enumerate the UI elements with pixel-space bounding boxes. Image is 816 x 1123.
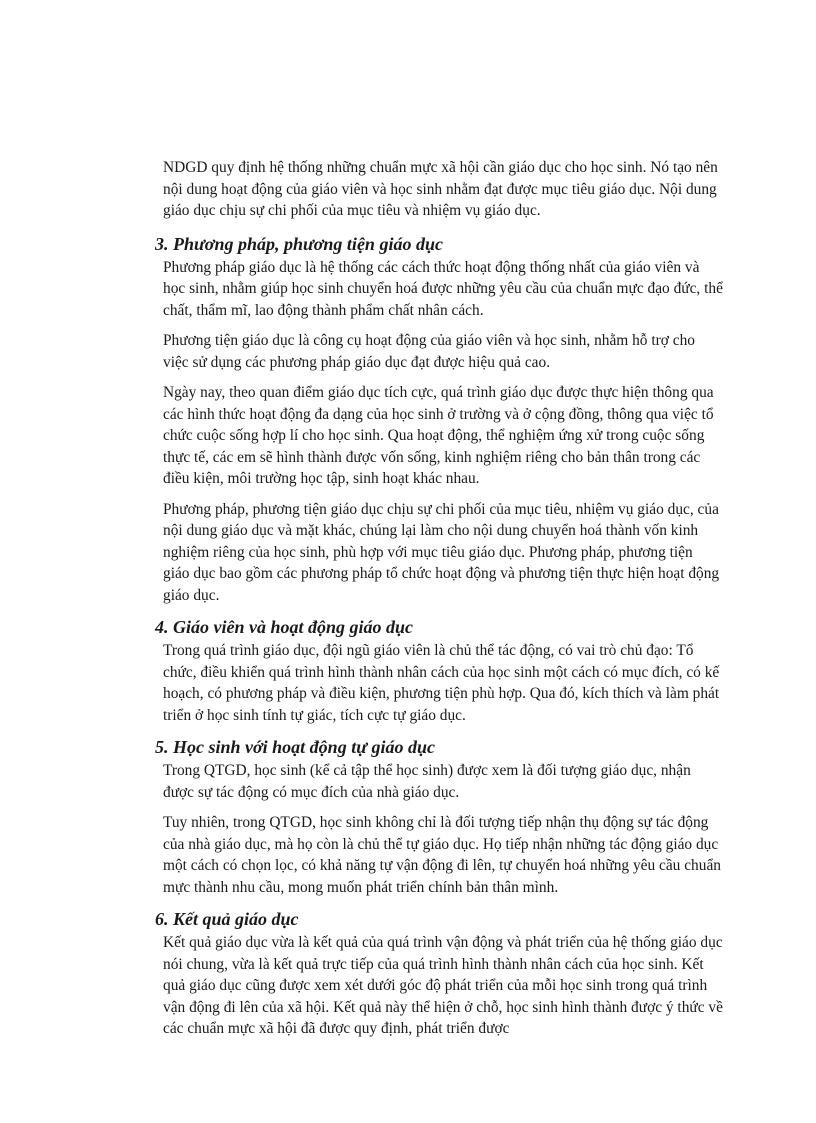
paragraph: Trong QTGD, học sinh (kể cả tập thể học sinh) được xem là đối tượng giáo dục, nhận được sự tác động có mục đích của nhà giáo dục. — [163, 762, 691, 801]
paragraph: Kết quả giáo dục vừa là kết quả của quá trình vận động và phát triển của hệ thống giáo dục nói chung, vừa là kết quả trực tiếp của quá trình hình thành nhân cách của học sinh. Kết quả giáo dục cũng được xem xét dưới góc độ phát triển của mỗi học sinh trong quá trình vận động đi lên của xã hội. Kết quả này thể hiện ở chỗ, học sinh hình thành được ý thức về các chuẩn mực xã hội đã được quy định, phát triển được — [163, 934, 723, 1037]
paragraph: Ngày nay, theo quan điểm giáo dục tích cực, quá trình giáo dục được thực hiện thông qua các hình thức hoạt động đa dạng của học sinh ở trường và ở cộng đồng, thông qua việc tổ chức cuộc sống hợp lí cho học sinh. Qua hoạt động, thể nghiệm ứng xử trong cuộc sống thực tế, các em sẽ hình thành được vốn sống, kinh nghiệm riêng cho bản thân trong các điều kiện, môi trường học tập, sinh hoạt khác nhau. — [163, 384, 714, 487]
paragraph: Phương pháp, phương tiện giáo dục chịu sự chi phối của mục tiêu, nhiệm vụ giáo dục, của nội dung giáo dục và mặt khác, chúng lại làm cho nội dung chuyển hoá thành vốn kinh nghiệm riêng của học sinh, phù hợp với mục tiêu giáo dục. Phương pháp, phương tiện giáo dục bao gồm các phương pháp tổ chức hoạt động và phương tiện thực hiện hoạt động giáo dục. — [163, 500, 720, 604]
section-heading-teacher: 4. Giáo viên và hoạt động giáo dục — [155, 617, 414, 637]
paragraph: Tuy nhiên, trong QTGD, học sinh không chỉ là đối tượng tiếp nhận thụ động sự tác động của nhà giáo dục, mà họ còn là chủ thể tự giáo dục. Họ tiếp nhận những tác động giáo dục một cách có chọn lọc, có khả năng tự vận động đi lên, tự chuyển hoá những yêu cầu chuẩn mực thành nhu cầu, mong muốn phát triển chính bản thân mình. — [163, 814, 721, 896]
intro-paragraph: NDGD quy định hệ thống những chuẩn mực xã hội cần giáo dục cho học sinh. Nó tạo nên nội dung hoạt động của giáo viên và học sinh nhằm đạt được mục tiêu giáo dục. Nội dung giáo dục chịu sự chi phối của mục tiêu và nhiệm vụ giáo dục. — [163, 159, 718, 219]
page-content — [155, 157, 723, 1049]
paragraph: Phương tiện giáo dục là công cụ hoạt động của giáo viên và học sinh, nhằm hỗ trợ cho việc sử dụng các phương pháp giáo dục đạt được hiệu quả cao. — [163, 332, 695, 371]
section-heading-methods-means: 3. Phương pháp, phương tiện giáo dục — [155, 233, 443, 254]
paragraph: Trong quá trình giáo dục, đội ngũ giáo viên là chủ thể tác động, có vai trò chủ đạo: Tổ chức, điều khiển quá trình hình thành nhân cách của học sinh một cách có mục đích, có kế hoạch, có phương pháp và điều kiện, phương tiện phù hợp. Qua đó, kích thích và làm phát triển ở học sinh tính tự giác, tích cực tự giáo dục. — [163, 642, 720, 724]
section-student — [155, 735, 723, 898]
section-teacher — [155, 615, 723, 726]
section-heading-results: 6. Kết quả giáo dục — [155, 909, 299, 929]
section-heading-student: 5. Học sinh với hoạt động tự giáo dục — [155, 737, 435, 757]
section-results — [155, 907, 723, 1040]
section-methods-means — [155, 232, 723, 607]
paragraph: Phương pháp giáo dục là hệ thống các cách thức hoạt động thống nhất của giáo viên và học sinh, nhằm giúp học sinh chuyển hoá được những yêu cầu của chuẩn mực đạo đức, thể chất, thẩm mĩ, lao động thành phẩm chất nhân cách. — [163, 258, 723, 319]
